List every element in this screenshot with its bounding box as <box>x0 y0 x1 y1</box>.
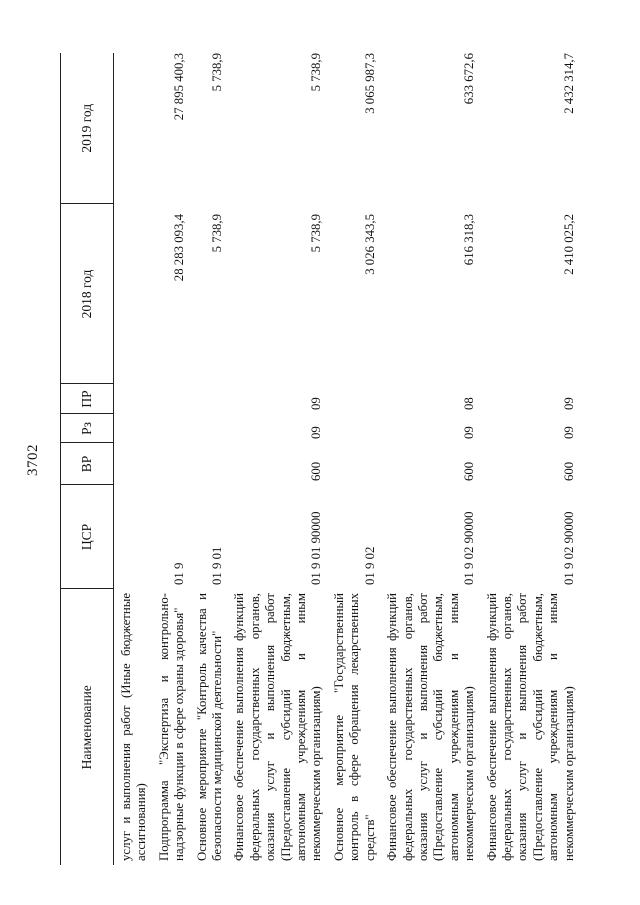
row-2019: 5 738,9 <box>309 53 324 92</box>
row-rz <box>152 414 190 443</box>
row-2019 <box>114 53 152 204</box>
row-2019: 2 432 314,7 <box>561 53 576 114</box>
row-rz: 09 <box>462 426 477 439</box>
row-rz <box>327 414 380 443</box>
row-vr <box>190 443 228 485</box>
row-pr <box>152 384 190 414</box>
row-vr <box>114 443 152 485</box>
row-2018: 5 738,9 <box>309 214 324 253</box>
row-2018: 616 318,3 <box>462 214 477 266</box>
header-csr: ЦСР <box>61 485 114 589</box>
row-name: Финансовое обеспечение выполнения функций федеральных государственных органов, оказания услуг и выполнения работ (Предоставление субсидий бюджетным, автономным учреждениям и иным некоммерческим организациям) <box>232 593 324 861</box>
row-csr: 01 9 01 90000 <box>309 511 324 585</box>
row-csr: 01 9 02 90000 <box>561 511 576 585</box>
row-csr: 01 9 01 <box>210 546 225 585</box>
row-pr <box>190 384 228 414</box>
row-csr: 01 9 02 <box>362 546 377 585</box>
row-name: Основное мероприятие "Контроль качества и безопасности медицинской деятельности" <box>194 593 225 861</box>
row-2018 <box>114 204 152 384</box>
header-pr: ПР <box>61 384 114 414</box>
row-name: Подпрограмма "Экспертиза и контрольно-надзорные функции в сфере охраны здоровья" <box>156 593 187 861</box>
row-2018: 28 283 093,4 <box>172 214 187 282</box>
row-rz <box>190 414 228 443</box>
row-pr <box>327 384 380 414</box>
page-number: 3702 <box>25 444 41 476</box>
row-2018: 3 026 343,5 <box>362 214 377 275</box>
row-2019: 3 065 987,3 <box>362 53 377 114</box>
row-2018: 5 738,9 <box>210 214 225 253</box>
header-2019: 2019 год <box>61 53 114 204</box>
header-vr: ВР <box>61 443 114 485</box>
header-2018: 2018 год <box>61 204 114 384</box>
header-name: Наименование <box>61 589 114 865</box>
row-rz <box>114 414 152 443</box>
row-name: Финансовое обеспечение выполнения функций федеральных государственных органов, оказания услуг и выполнения работ (Предоставление субсидий бюджетным, автономным учреждениям и иным некоммерческим организациям) <box>385 593 477 861</box>
row-2019: 633 672,6 <box>462 53 477 105</box>
row-vr: 600 <box>309 461 324 481</box>
row-pr: 09 <box>309 397 324 410</box>
table-row <box>380 53 479 865</box>
row-csr: 01 9 <box>172 562 187 585</box>
table-row <box>227 53 326 865</box>
row-2019: 27 895 400,3 <box>172 53 187 121</box>
row-csr: 01 9 02 90000 <box>462 511 477 585</box>
row-vr: 600 <box>561 461 576 481</box>
row-pr: 08 <box>462 397 477 410</box>
row-name: Основное мероприятие "Государственный контроль в сфере обращения лекарственных средств" <box>331 593 377 861</box>
budget-table <box>60 53 579 865</box>
row-name: услуг и выполнения работ (Иные бюджетные ассигнования) <box>119 593 149 861</box>
table-row <box>152 53 190 865</box>
table-row <box>327 53 380 865</box>
row-2019: 5 738,9 <box>210 53 225 92</box>
table-row <box>480 53 579 865</box>
table-row <box>190 53 228 865</box>
row-vr: 600 <box>462 461 477 481</box>
row-vr <box>152 443 190 485</box>
row-rz: 09 <box>309 426 324 439</box>
row-2018: 2 410 025,2 <box>561 214 576 275</box>
row-name: Финансовое обеспечение выполнения функций федеральных государственных органов, оказания услуг и выполнения работ (Предоставление субсидий бюджетным, автономным учреждениям и иным некоммерческим организациям) <box>484 593 576 861</box>
table-header-row <box>61 53 114 865</box>
table-row <box>114 53 152 865</box>
header-rz: Рз <box>61 414 114 443</box>
row-vr <box>327 443 380 485</box>
row-rz: 09 <box>561 426 576 439</box>
row-pr <box>114 384 152 414</box>
row-pr: 09 <box>561 397 576 410</box>
row-csr <box>114 485 152 589</box>
